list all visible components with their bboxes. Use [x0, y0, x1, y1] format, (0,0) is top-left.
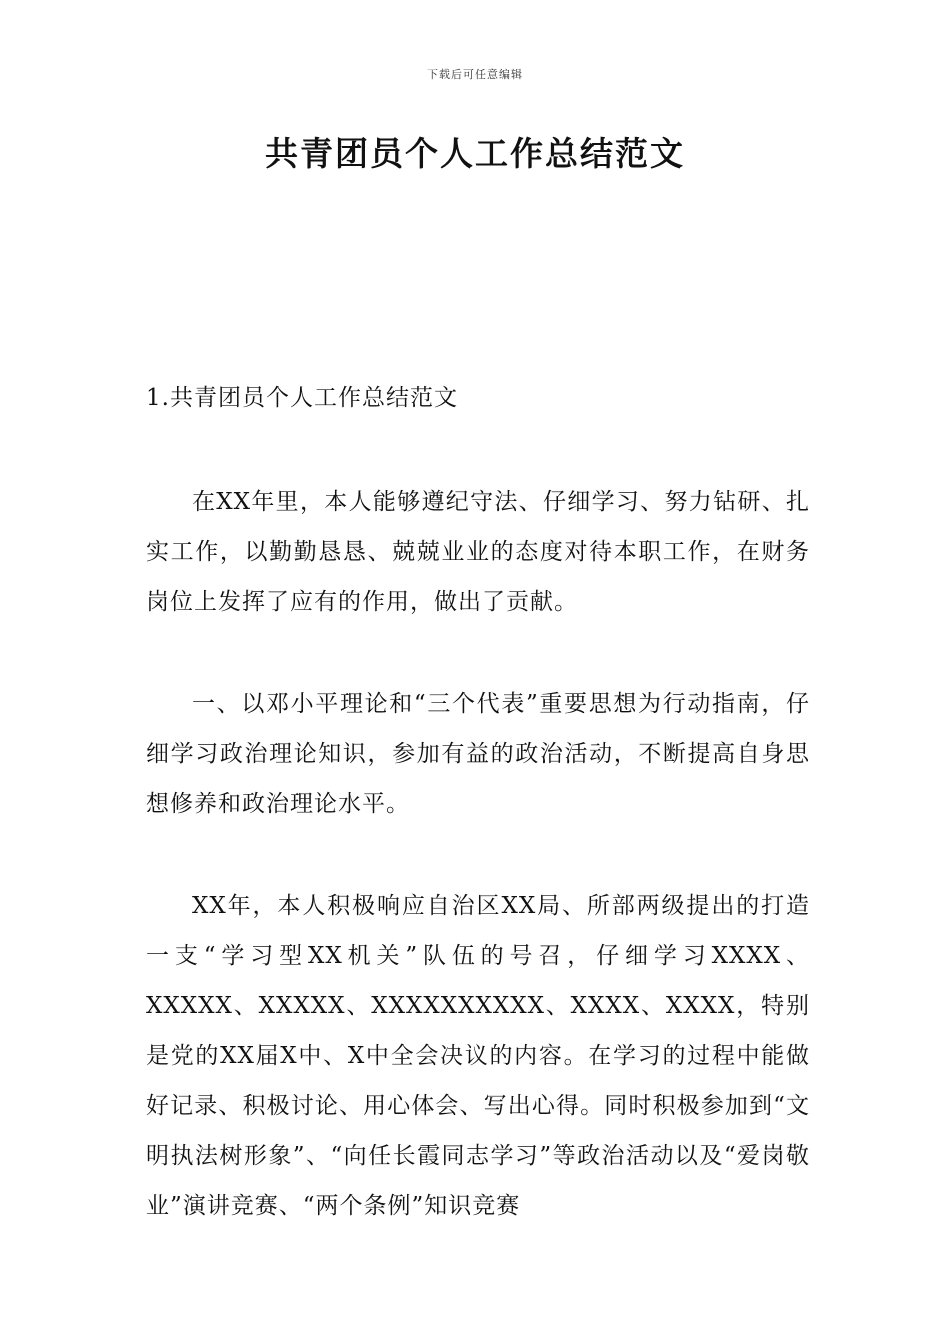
paragraph-intro: 在XX年里，本人能够遵纪守法、仔细学习、努力钻研、扎实工作，以勤勤恳恳、兢兢业业的态度对待本职工作，在财务岗位上发挥了应有的作用，做出了贡献。 [146, 489, 810, 615]
header-note: 下载后可任意编辑 [427, 68, 523, 81]
paragraph-section-one: 一、以邓小平理论和“三个代表”重要思想为行动指南，仔细学习政治理论知识，参加有益的政治活动，不断提高自身思想修养和政治理论水平。 [146, 691, 810, 817]
document-body [146, 378, 810, 1283]
paragraph-study-activities: XX年，本人积极响应自治区XX局、所部两级提出的打造一支“学习型XX机关”队伍的号召，仔细学习XXXX、XXXXX、XXXXX、XXXXXXXXXX、XXXX、XXXX，特别是党的XX届X中、X中全会决议的内容。在学习的过程中能做好记录、积极讨论、用心体会、写出心得。同时积极参加到“文明执法树形象”、“向任长霞同志学习”等政治活动以及“爱岗敬业”演讲竞赛、“两个条例”知识竞赛 [146, 893, 810, 1219]
section-heading: 1.共青团员个人工作总结范文 [146, 385, 458, 411]
document-title: 共青团员个人工作总结范文 [265, 134, 685, 173]
